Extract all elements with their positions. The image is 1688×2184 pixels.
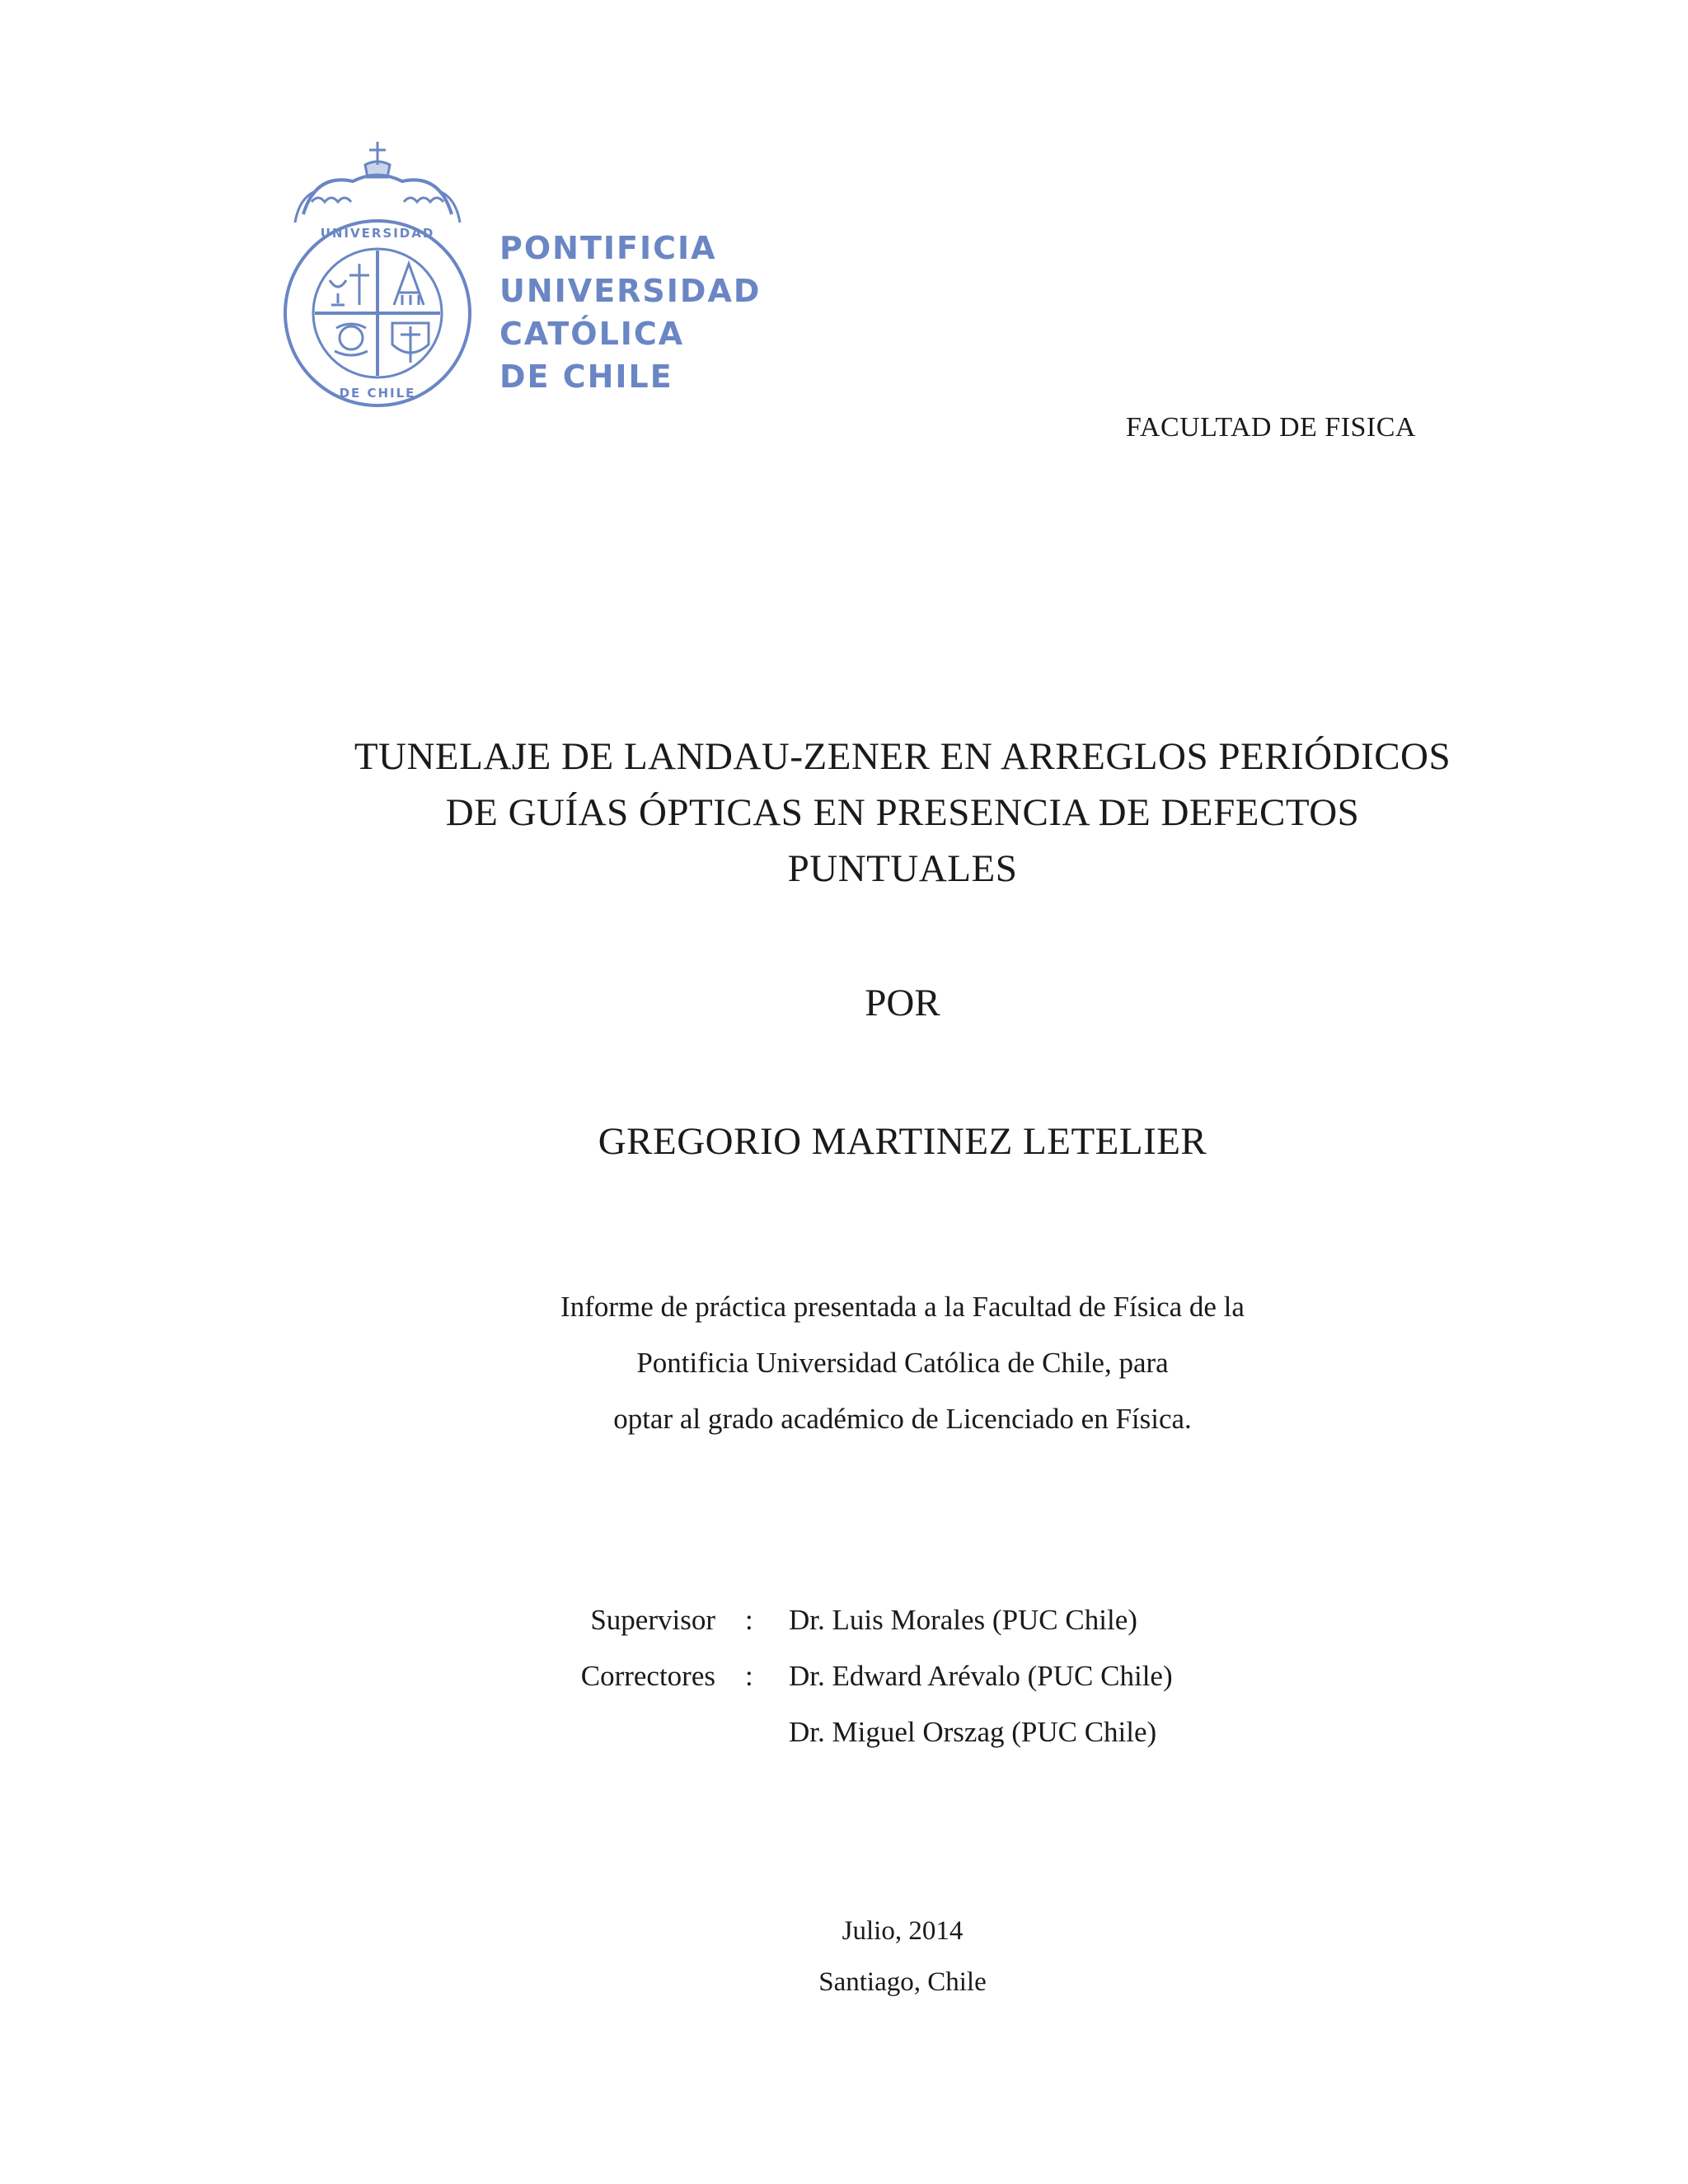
report-line-1: Informe de práctica presentada a la Facultad de Física de la	[560, 1291, 1245, 1323]
title-line-2: DE GUÍAS ÓPTICAS EN PRESENCIA DE DEFECTOS	[445, 791, 1360, 834]
university-logo	[279, 140, 762, 412]
logo-line-4: DE CHILE	[499, 359, 673, 395]
committee-role: Correctores	[580, 1660, 715, 1692]
submission-date: Julio, 2014	[842, 1916, 964, 1946]
submission-place: Santiago, Chile	[818, 1967, 987, 1997]
committee-row-supervisor	[0, 1592, 1688, 1648]
title-line-1: TUNELAJE DE LANDAU-ZENER EN ARREGLOS PERIÓDICOS	[354, 735, 1451, 778]
committee-role: Supervisor	[590, 1604, 715, 1636]
committee-member-name: Dr. Miguel Orszag (PUC Chile)	[789, 1716, 1157, 1748]
thesis-title	[0, 729, 1688, 897]
report-line-3: optar al grado académico de Licenciado en Física.	[613, 1403, 1192, 1435]
committee-row-corrector-2	[0, 1704, 1688, 1760]
report-line-2: Pontificia Universidad Católica de Chile, para	[636, 1347, 1169, 1379]
logo-line-3: CATÓLICA	[499, 316, 685, 352]
svg-text:DE CHILE: DE CHILE	[339, 386, 416, 401]
logo-line-1: PONTIFICIA	[499, 230, 717, 266]
logo-line-2: UNIVERSIDAD	[499, 273, 762, 309]
logo-wordmark	[499, 227, 761, 398]
committee-separator: :	[745, 1660, 753, 1692]
by-label: POR	[865, 982, 940, 1024]
university-seal-icon	[279, 140, 476, 412]
report-description	[0, 1279, 1688, 1447]
author-name: GREGORIO MARTINEZ LETELIER	[598, 1120, 1207, 1163]
committee-row-corrector-1	[0, 1648, 1688, 1704]
title-line-3: PUNTUALES	[787, 847, 1018, 890]
committee-list	[0, 1592, 1688, 1760]
date-place	[0, 1905, 1688, 2008]
committee-member-name: Dr. Luis Morales (PUC Chile)	[789, 1604, 1137, 1636]
faculty-name: FACULTAD DE FISICA	[1126, 412, 1416, 443]
committee-separator: :	[745, 1604, 753, 1636]
svg-text:UNIVERSIDAD: UNIVERSIDAD	[320, 226, 435, 241]
committee-member-name: Dr. Edward Arévalo (PUC Chile)	[789, 1660, 1173, 1692]
